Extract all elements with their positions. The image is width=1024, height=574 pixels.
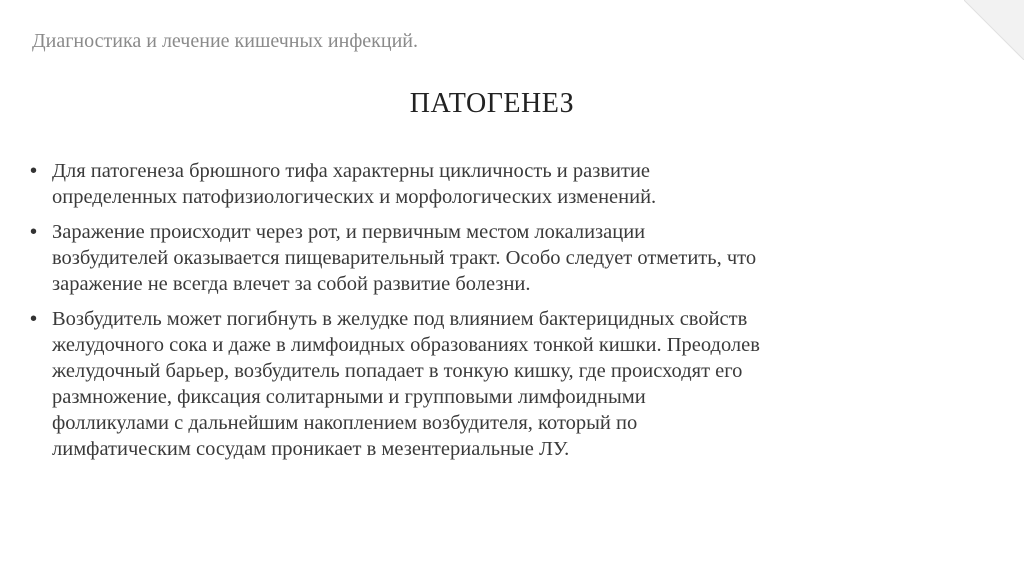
bullet-text bbox=[52, 306, 970, 462]
bullet-line: размножение, фиксация солитарными и групповыми лимфоидными bbox=[52, 386, 646, 408]
bullet-item bbox=[30, 219, 970, 297]
bullet-line: желудочного сока и даже в лимфоидных образованиях тонкой кишки. Преодолев bbox=[52, 334, 760, 356]
bullet-line: Для патогенеза брюшного тифа характерны цикличность и развитие bbox=[52, 160, 651, 182]
bullet-dot-icon: • bbox=[30, 160, 38, 182]
bullet-line: определенных патофизиологических и морфологических изменений. bbox=[52, 186, 657, 208]
bullet-line: желудочный барьер, возбудитель попадает в тонкую кишку, где происходят его bbox=[52, 360, 743, 382]
bullet-dot-icon: • bbox=[30, 308, 38, 330]
bullet-line: фолликулами с дальнейшим накоплением возбудителя, который по bbox=[52, 412, 638, 434]
bullet-line: Заражение происходит через рот, и первичным местом локализации bbox=[52, 221, 646, 243]
bullet-line: лимфатическим сосудам проникает в мезентериальные ЛУ. bbox=[52, 438, 570, 460]
slide-title: ПАТОГЕНЕЗ bbox=[409, 88, 575, 119]
bullet-list bbox=[30, 158, 970, 471]
bullet-item bbox=[30, 158, 970, 210]
bullet-text bbox=[52, 158, 970, 210]
bullet-line: заражение не всегда влечет за собой развитие болезни. bbox=[52, 273, 531, 295]
bullet-dot-icon: • bbox=[30, 221, 38, 243]
bullet-text bbox=[52, 219, 970, 297]
slide-header: Диагностика и лечение кишечных инфекций. bbox=[32, 30, 418, 52]
bullet-line: Возбудитель может погибнуть в желудке под влиянием бактерицидных свойств bbox=[52, 308, 748, 330]
bullet-line: возбудителей оказывается пищеварительный тракт. Особо следует отметить, что bbox=[52, 247, 757, 269]
bullet-item bbox=[30, 306, 970, 462]
corner-decoration bbox=[964, 0, 1024, 60]
